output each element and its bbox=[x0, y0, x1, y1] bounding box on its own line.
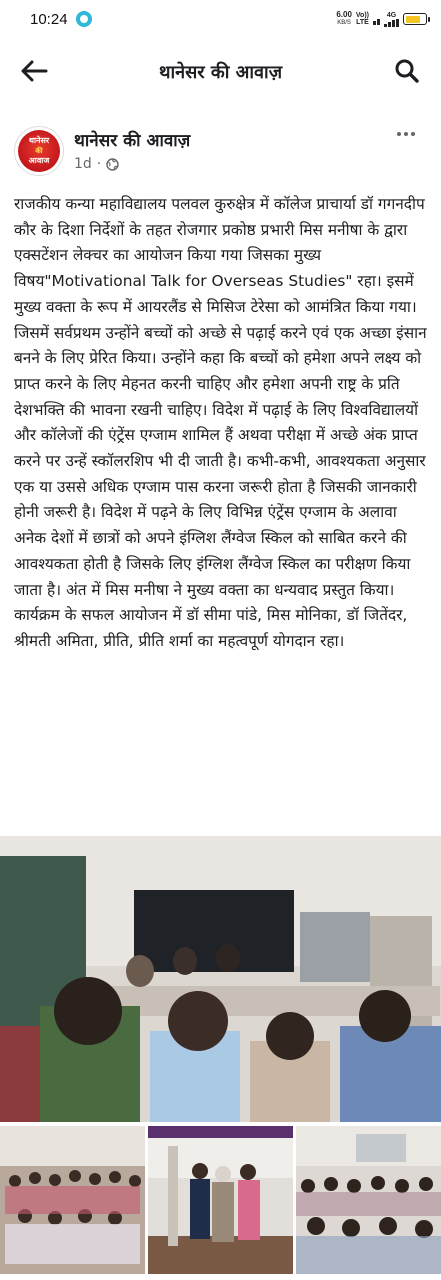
network-speed-value: 6.00 bbox=[336, 10, 352, 19]
classroom-photo bbox=[0, 836, 441, 1122]
post-header bbox=[0, 120, 441, 180]
volte-top: Vo)) bbox=[355, 12, 369, 19]
avatar-logo bbox=[18, 130, 60, 172]
page-title: थानेसर की आवाज़ bbox=[158, 62, 283, 83]
post-author-name[interactable]: थानेसर की आवाज़ bbox=[74, 131, 191, 151]
avatar[interactable] bbox=[14, 126, 64, 176]
battery-level bbox=[406, 16, 420, 23]
post-photo-main[interactable] bbox=[0, 836, 441, 1122]
signal-strong-icon bbox=[384, 19, 399, 27]
volte-icon bbox=[356, 12, 369, 26]
network-type: 4G bbox=[386, 11, 397, 19]
group-photo bbox=[0, 1126, 145, 1274]
post-meta bbox=[74, 156, 119, 172]
post-photo-4[interactable] bbox=[296, 1126, 441, 1274]
battery-icon bbox=[403, 13, 427, 25]
avatar-text-2: की bbox=[35, 147, 43, 155]
avatar-text-3: आवाज bbox=[28, 156, 50, 165]
status-time: 10:24 bbox=[30, 10, 68, 28]
globe-icon bbox=[106, 158, 119, 171]
status-indicators bbox=[336, 11, 427, 27]
post-text: राजकीय कन्या महाविद्यालय पलवल कुरुक्षेत्र में कॉलेज प्राचार्या डॉ गगनदीप कौर के दिशा निर्देशों के तहत रोजगार प्रकोष्ठ प्रभारी मिस मनीषा के द्वारा एक्सटेंशन लेक्चर का आयोजन किया गया जिसका मुख्य विषय"Motivational Talk for Overseas Studies" रहा। इसमें मुख्य वक्ता के रूप में आयरलैंड से मिसिज टेरेसा को आमंत्रित किया गया। जिसमें सर्वप्रथम उन्होंने बच्चों को अच्छे से पढ़ाई करने एवं एक अच्छा इंसान बनने के लिए प्रेरित किया। उन्होंने कहा कि बच्चों को हमेशा अपने लक्ष्य को प्राप्त करने के लिए मेहनत करनी चाहिए और हमेशा अपनी राष्ट्र के प्रति देशभक्ति की भावना रखनी चाहिए। विदेश में पढ़ाई के लिए विश्वविद्यालयों और कॉलेजों की एंट्रेंस एग्जाम शामिल हैं अथवा परीक्षा में अच्छे अंक प्राप्त करने पर उन्हें स्कॉलरशिप भी दी जाती है। कभी-कभी, आवश्यकता अनुसार एक या उससे अधिक एग्जाम पास करना जरूरी होता है जिसकी जानकारी होनी जरूरी है। विदेश में पढ़ने के लिए विभिन्न एंट्रेंस एग्जाम के अलावा अनेक देशों में छात्रों को अपने इंग्लिश लैंग्वेज स्किल को साबित करने की आवश्यकता होती है जिसके लिए इंग्लिश लैंग्वेज स्किल का परीक्षण किया जाता है। अंत में मिस मनीषा ने मुख्य वक्ता का धन्यवाद प्रस्तुत किया। कार्यक्रम के सफल आयोजन में डॉ सीमा पांडे, मिस मोनिका, डॉ जितेंदर, श्रीमती अमिता, प्रीति, प्रीति शर्मा का महत्वपूर्ण योगदान रहा। bbox=[14, 195, 427, 650]
network-speed-unit: KB/S bbox=[337, 20, 351, 26]
meta-separator: · bbox=[96, 156, 102, 172]
more-horizontal-icon bbox=[397, 132, 401, 136]
app-header bbox=[0, 46, 441, 96]
audience-photo bbox=[296, 1126, 441, 1274]
post-photo-2[interactable] bbox=[0, 1126, 145, 1274]
post-time[interactable]: 1d bbox=[74, 156, 92, 172]
guest-photo bbox=[148, 1126, 293, 1274]
network-speed bbox=[336, 11, 352, 27]
signal-weak-icon bbox=[373, 13, 380, 25]
messaging-app-icon bbox=[76, 11, 92, 27]
post-photo-3[interactable] bbox=[148, 1126, 293, 1274]
volte-bottom: LTE bbox=[356, 19, 369, 26]
search-button[interactable] bbox=[391, 56, 423, 86]
more-options-button[interactable] bbox=[391, 124, 421, 144]
avatar-text-1: थानेसर bbox=[28, 136, 50, 145]
status-bar bbox=[0, 0, 441, 38]
search-icon bbox=[394, 58, 420, 84]
